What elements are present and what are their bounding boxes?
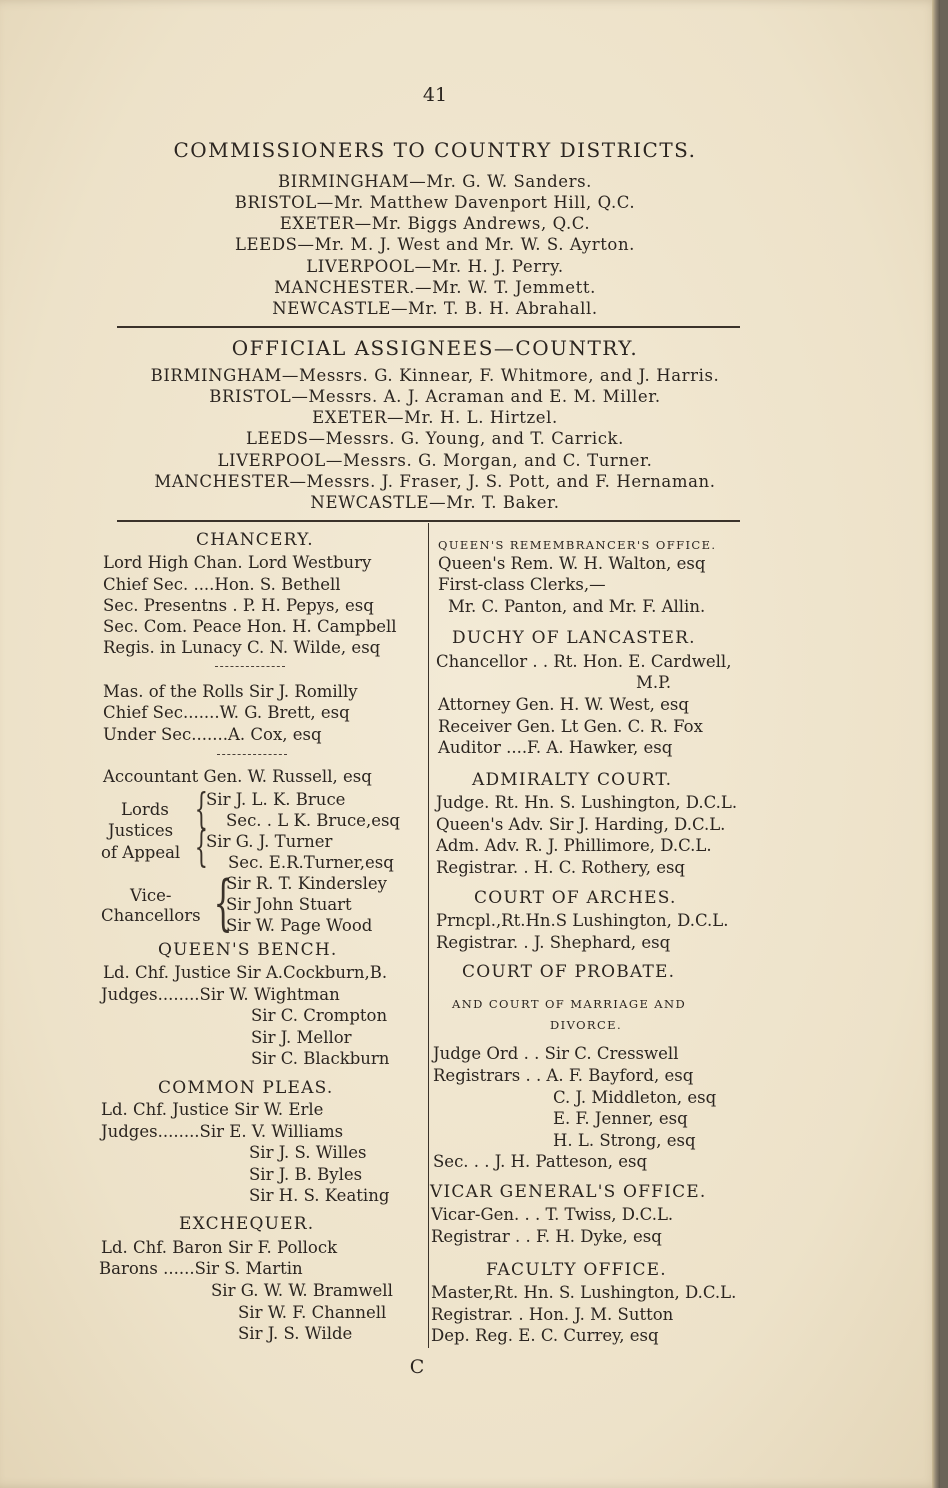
lords-label: Justices — [108, 821, 174, 840]
duchy-line: Attorney Gen. H. W. West, esq — [438, 695, 689, 714]
commissioner-line: BRISTOL—Mr. Matthew Davenport Hill, Q.C. — [234, 193, 636, 212]
chancery-heading: CHANCERY. — [196, 530, 314, 550]
remembrancer-heading: QUEEN'S REMEMBRANCER'S OFFICE. — [438, 538, 717, 552]
queens-bench-judge: Sir C. Crompton — [251, 1006, 388, 1025]
exchequer-line: Ld. Chf. Baron Sir F. Pollock — [101, 1238, 338, 1257]
commissioner-line: EXETER—Mr. Biggs Andrews, Q.C. — [279, 214, 591, 233]
chancery-line: Sec. Com. Peace Hon. H. Campbell — [103, 617, 397, 636]
probate-registrar: H. L. Strong, esq — [553, 1131, 696, 1150]
brace-glyph: { — [194, 822, 209, 871]
faculty-line: Registrar. . Hon. J. M. Sutton — [431, 1305, 674, 1324]
faculty-line: Dep. Reg. E. C. Currey, esq — [431, 1326, 659, 1345]
exchequer-heading: EXCHEQUER. — [179, 1214, 315, 1234]
queens-bench-line: Ld. Chf. Justice Sir A.Cockburn,B. — [103, 963, 388, 982]
brace-glyph: { — [194, 784, 209, 833]
commissioner-line: MANCHESTER.—Mr. W. T. Jemmett. — [274, 278, 596, 297]
section-rule — [117, 520, 740, 522]
column-divider — [428, 523, 429, 1348]
probate-registrar: C. J. Middleton, esq — [553, 1088, 717, 1107]
exchequer-judge: Sir G. W. W. Bramwell — [211, 1281, 393, 1300]
queens-bench-line: Judges........Sir W. Wightman — [101, 985, 340, 1004]
lords-line: Sec. E.R.Turner,esq — [228, 853, 394, 872]
probate-sec-line: Sec. . . J. H. Patteson, esq — [433, 1152, 648, 1171]
commissioner-line: LEEDS—Mr. M. J. West and Mr. W. S. Ayrton. — [234, 235, 636, 254]
common-pleas-line: Judges........Sir E. V. Williams — [101, 1122, 344, 1141]
lords-line: Sec. . L K. Bruce,esq — [226, 811, 400, 830]
probate-line: Registrars . . A. F. Bayford, esq — [433, 1066, 694, 1085]
lords-line: Sir G. J. Turner — [206, 832, 333, 851]
vicar-line: Registrar . . F. H. Dyke, esq — [431, 1227, 662, 1246]
vice-line: Sir W. Page Wood — [226, 916, 373, 935]
dashed-divider — [215, 666, 285, 667]
vice-label: Vice- — [130, 886, 172, 905]
assignee-line: LIVERPOOL—Messrs. G. Morgan, and C. Turner. — [217, 451, 653, 470]
remembrancer-line: First-class Clerks,— — [438, 575, 606, 594]
remembrancer-line: Mr. C. Panton, and Mr. F. Allin. — [448, 597, 706, 616]
probate-subheading: AND COURT OF MARRIAGE AND — [452, 997, 687, 1011]
common-pleas-heading: COMMON PLEAS. — [158, 1078, 334, 1098]
exchequer-judge: Sir W. F. Channell — [238, 1303, 387, 1322]
chancery-line: Chief Sec. ....Hon. S. Bethell — [103, 575, 341, 594]
admiralty-line: Queen's Adv. Sir J. Harding, D.C.L. — [436, 815, 726, 834]
vice-line: Sir R. T. Kindersley — [226, 874, 387, 893]
faculty-heading: FACULTY OFFICE. — [486, 1260, 667, 1280]
arches-line: Prncpl.,Rt.Hn.S Lushington, D.C.L. — [436, 911, 729, 930]
duchy-line: Auditor ....F. A. Hawker, esq — [438, 738, 673, 757]
lords-label: of Appeal — [101, 843, 181, 862]
assignee-line: BRISTOL—Messrs. A. J. Acraman and E. M. Miller. — [209, 387, 661, 406]
assignee-line: LEEDS—Messrs. G. Young, and T. Carrick. — [245, 429, 625, 448]
assignee-line: NEWCASTLE—Mr. T. Baker. — [310, 493, 560, 512]
lords-line: Sir J. L. K. Bruce — [206, 790, 346, 809]
admiralty-line: Judge. Rt. Hn. S. Lushington, D.C.L. — [436, 793, 738, 812]
probate-registrar: E. F. Jenner, esq — [553, 1109, 688, 1128]
section-rule — [117, 326, 740, 328]
rolls-line: Chief Sec.......W. G. Brett, esq — [103, 703, 350, 722]
duchy-line: M.P. — [636, 673, 672, 692]
rolls-line: Under Sec.......A. Cox, esq — [103, 725, 322, 744]
rolls-line: Mas. of the Rolls Sir J. Romilly — [103, 682, 358, 701]
vice-line: Sir John Stuart — [226, 895, 352, 914]
chancery-line: Regis. in Lunacy C. N. Wilde, esq — [103, 638, 381, 657]
assignee-line: MANCHESTER—Messrs. J. Fraser, J. S. Pott, and F. Hernaman. — [154, 472, 716, 491]
assignees-heading: OFFICIAL ASSIGNEES—COUNTRY. — [231, 336, 639, 360]
queens-bench-judge: Sir J. Mellor — [251, 1028, 352, 1047]
dashed-divider — [217, 754, 287, 755]
common-pleas-judge: Sir H. S. Keating — [249, 1186, 390, 1205]
vice-label: Chancellors — [101, 906, 201, 925]
commissioners-heading: COMMISSIONERS TO COUNTRY DISTRICTS. — [173, 138, 697, 162]
remembrancer-line: Queen's Rem. W. H. Walton, esq — [438, 554, 706, 573]
vicar-heading: VICAR GENERAL'S OFFICE. — [430, 1182, 707, 1202]
probate-heading: COURT OF PROBATE. — [462, 962, 676, 982]
duchy-line: Receiver Gen. Lt Gen. C. R. Fox — [438, 717, 703, 736]
page-number: 41 — [422, 84, 448, 106]
duchy-heading: DUCHY OF LANCASTER. — [452, 628, 696, 648]
page-edge — [932, 0, 940, 1488]
probate-line: Judge Ord . . Sir C. Cresswell — [433, 1044, 679, 1063]
queens-bench-heading: QUEEN'S BENCH. — [158, 940, 338, 960]
probate-subheading: DIVORCE. — [550, 1018, 623, 1032]
arches-heading: COURT OF ARCHES. — [474, 888, 677, 908]
admiralty-line: Registrar. . H. C. Rothery, esq — [436, 858, 685, 877]
commissioner-line: NEWCASTLE—Mr. T. B. H. Abrahall. — [272, 299, 598, 318]
admiralty-line: Adm. Adv. R. J. Phillimore, D.C.L. — [436, 836, 712, 855]
exchequer-judge: Sir J. S. Wilde — [238, 1324, 353, 1343]
lords-label: Lords — [121, 800, 169, 819]
admiralty-heading: ADMIRALTY COURT. — [472, 770, 673, 790]
commissioner-line: BIRMINGHAM—Mr. G. W. Sanders. — [278, 172, 592, 191]
commissioner-line: LIVERPOOL—Mr. H. J. Perry. — [306, 257, 564, 276]
exchequer-line: Barons ......Sir S. Martin — [99, 1259, 303, 1278]
brace-glyph: { — [213, 868, 233, 938]
common-pleas-judge: Sir J. S. Willes — [249, 1143, 367, 1162]
duchy-line: Chancellor . . Rt. Hon. E. Cardwell, — [436, 652, 732, 671]
assignee-line: EXETER—Mr. H. L. Hirtzel. — [312, 408, 558, 427]
assignee-line: BIRMINGHAM—Messrs. G. Kinnear, F. Whitmore, and J. Harris. — [150, 366, 720, 385]
faculty-line: Master,Rt. Hn. S. Lushington, D.C.L. — [431, 1283, 737, 1302]
chancery-line: Sec. Presentns . P. H. Pepys, esq — [103, 596, 374, 615]
signature-mark: C — [409, 1356, 425, 1378]
common-pleas-line: Ld. Chf. Justice Sir W. Erle — [101, 1100, 324, 1119]
accountant-line: Accountant Gen. W. Russell, esq — [103, 767, 372, 786]
arches-line: Registrar. . J. Shephard, esq — [436, 933, 671, 952]
chancery-line: Lord High Chan. Lord Westbury — [103, 553, 372, 572]
common-pleas-judge: Sir J. B. Byles — [249, 1165, 363, 1184]
queens-bench-judge: Sir C. Blackburn — [251, 1049, 390, 1068]
vicar-line: Vicar-Gen. . . T. Twiss, D.C.L. — [431, 1205, 674, 1224]
